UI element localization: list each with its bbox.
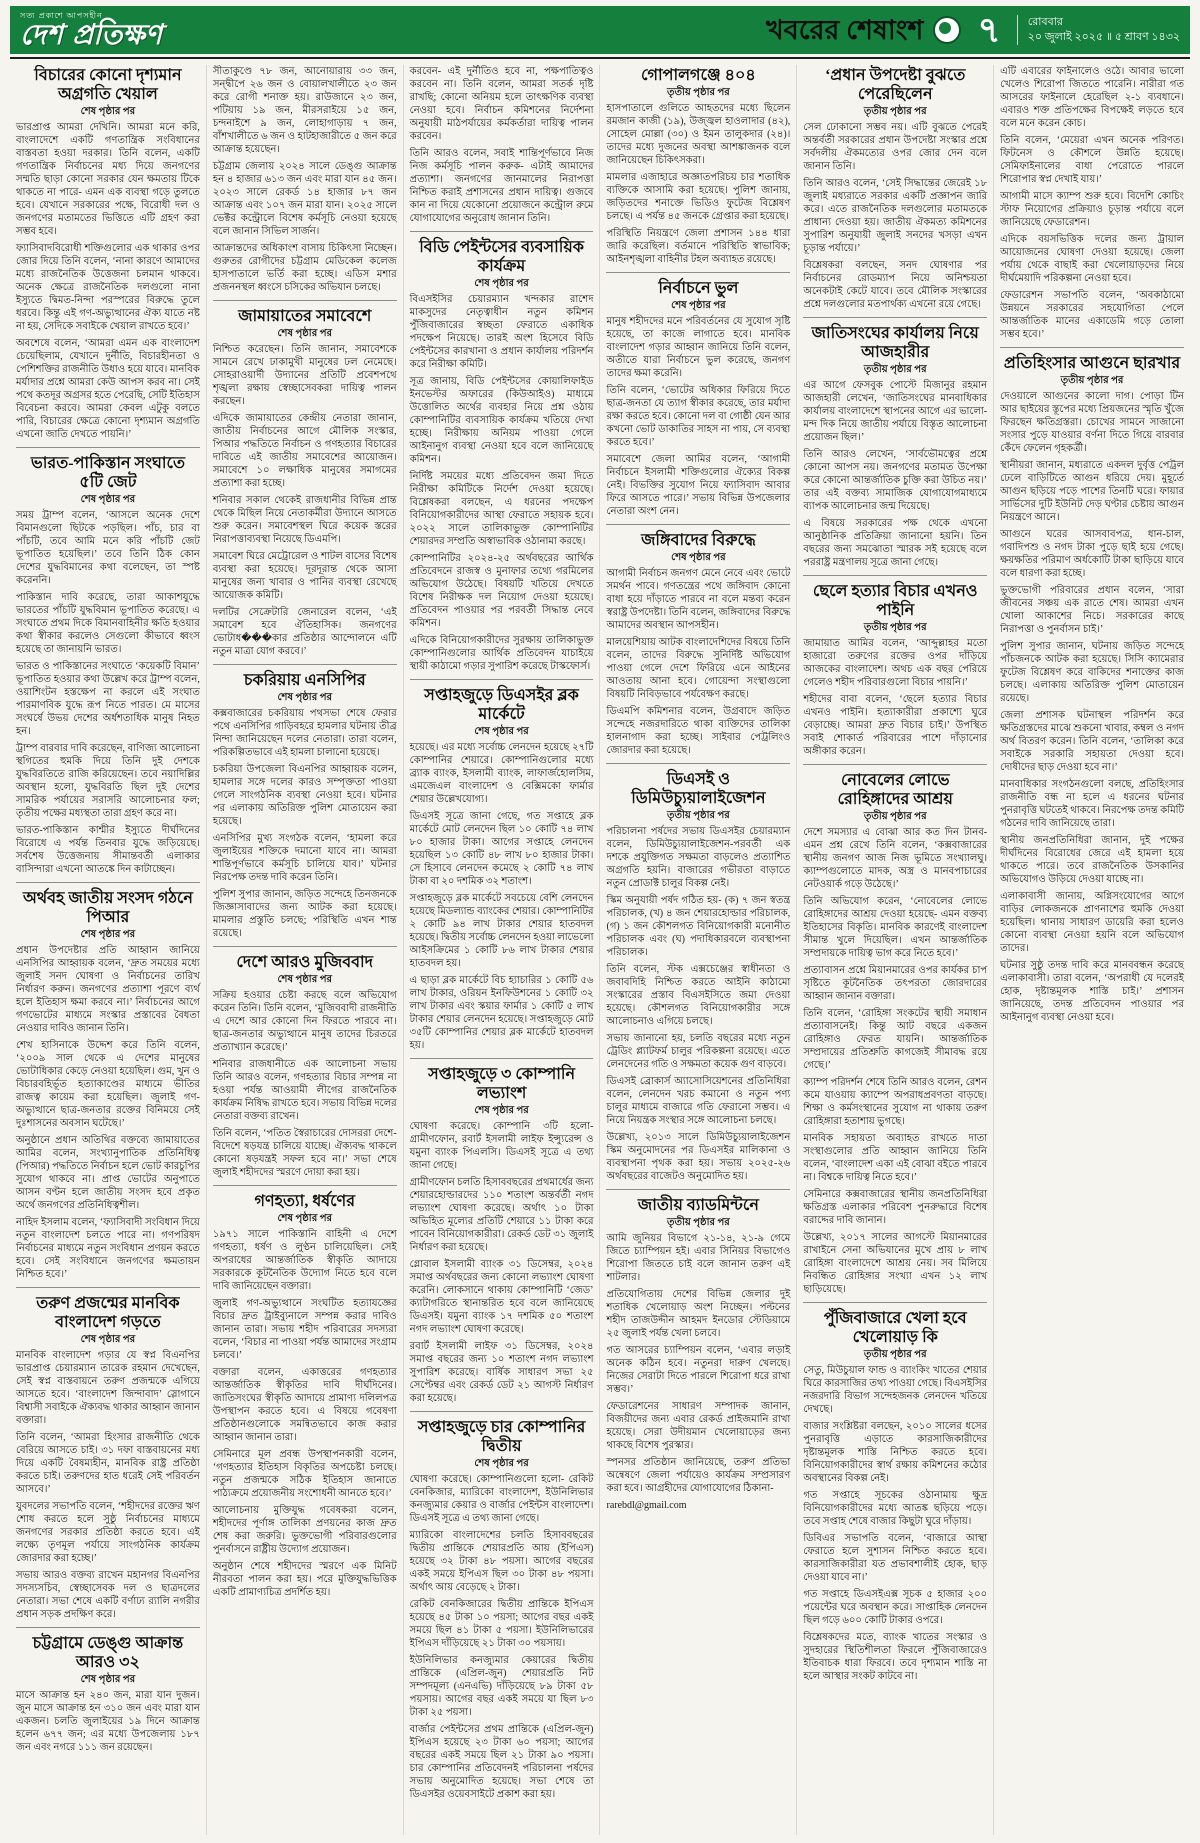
continued-from-marker: শেষ পৃষ্ঠার পর (671, 552, 726, 563)
article-paragraph: মাসে আক্রান্ত হন ২৪০ জন, মারা যান দুজন। জুন মাসে আক্রান্ত হন ৩১০ জন এবং মারা যান একজন। চলতি জুলাইয়ের ১৯ দিনে আক্রান্ত হলেন ৬৭৭ জন; এর মধ্যে উপজেলায় ১৮৭ জন এবং নগরে ১১১ জন রয়েছেন। (16, 1690, 200, 1753)
article (803, 764, 987, 1296)
continued-from-marker: তৃতীয় পৃষ্ঠার পর (863, 364, 927, 375)
article-paragraph: ডিএমপি কমিশনার বলেন, উগ্রবাদে জড়িত সন্দেহে নজরদারিতে থাকা ব্যক্তিদের তালিকা হালনাগাদ করা হচ্ছে। সাইবার পেট্রলিংও জোরদার করা হয়েছে। (606, 706, 791, 756)
continued-from-marker: শেষ পৃষ্ঠার পর (474, 278, 529, 289)
masthead-title: দেশ প্রতিক্ষণ (20, 17, 162, 51)
article-paragraph: এর আগে ফেসবুক পোস্টে মিজানুর রহমান আজহারী লেখেন, ‘জাতিসংঘের মানবাধিকার কার্যালয় বাংলাদেশে স্থাপনের আগে এর ভালো-মন্দ দিক নিয়ে জাতীয় পর্যায়ে বিস্তৃত আলোচনা প্রয়োজন ছিল।’ (803, 380, 988, 443)
article-paragraph: ভারপ্রাপ্ত আমরা দেখিনি। আমরা মনে করি, বাংলাদেশে একটি গণতান্ত্রিক সংবিধানের বাস্তবতা হওয়া দরকার। তিনি বলেন, একটি গণতান্ত্রিক নির্বাচনের মধ্য দিয়ে জনগণের সম্মতি ছাড়া কোনো সরকার যেন ক্ষমতায় টিকে থাকতে না পারে- এমন এক ব্যবস্থা গড়ে তুলতে হবে। যেখানে সরকারের পক্ষে, বিরোধী দল ও জনগণের মতামতের ভিত্তিতে এটি গ্রহণ করা সম্ভব হবে। (16, 122, 200, 237)
article-paragraph: মামলার এজাহারে অজ্ঞাতপরিচয় চার শতাধিক ব্যক্তিকে আসামি করা হয়েছে। পুলিশ জানায়, জড়িতদের শনাক্তে ভিডিও ফুটেজ বিশ্লেষণ চলছে। এ পর্যন্ত ৪৫ জনকে গ্রেপ্তার করা হয়েছে। (606, 172, 791, 222)
article-paragraph: রেকিট বেনকিজারের দ্বিতীয় প্রান্তিকে ইপিএস হয়েছে ৪৫ টাকা ১০ পয়সা; আগের বছর একই সময়ে ছিল ৪১ টাকা ৫ পয়সা। ইউনিলিভারের ইপিএস দাঁড়িয়েছে ২১ টাকা ৩০ পয়সায়। (409, 1599, 594, 1649)
article-headline: চকরিয়ায় এনসিপির (243, 672, 366, 689)
article-paragraph: সক্রিয় হওয়ার চেষ্টা করছে বলে অভিযোগ করেন তিনি। তিনি বলেন, ‘মুজিববাদী রাজনীতি এ দেশে আর কোনো দিন ফিরতে পারবে না। ছাত্র-জনতার অভ্যুত্থানে মানুষ তাদের চিরতরে প্রত্যাখ্যান করেছে।’ (212, 990, 397, 1053)
article (803, 317, 987, 569)
article-paragraph: ডিবিএর সভাপতি বলেন, ‘বাজারে আস্থা ফেরাতে হলে সুশাসন নিশ্চিত করতে হবে। কারসাজিকারীরা যত প্রভাবশালীই হোক, ছাড় দেওয়া যাবে না।’ (803, 1533, 988, 1583)
article-paragraph: কক্সবাজারের চকরিয়ায় পথসভা শেষে ফেরার পথে এনসিপির গাড়িবহরে হামলার ঘটনায় তীব্র নিন্দা জানিয়েছেন দলের নেতারা। তারা বলেন, পরিকল্পিতভাবে এই হামলা চালানো হয়েছে। (212, 708, 397, 758)
article-continuation (410, 65, 594, 225)
article-paragraph: মানবাধিকার সংগঠনগুলো বলছে, প্রতিহিংসার রাজনীতি বন্ধ না হলে এ ধরনের ঘটনার পুনরাবৃত্তি ঘটতেই থাকবে। নিরপেক্ষ তদন্ত কমিটি গঠনের দাবি জানিয়েছে তারা। (1000, 779, 1184, 829)
article-paragraph: নাহিদ ইসলাম বলেন, ‘ফ্যাসিবাদী সংবিধান দিয়ে নতুন বাংলাদেশ চলতে পারে না। গণপরিষদ নির্বাচনের মাধ্যমে নতুন সংবিধান প্রণয়ন করতে হবে। সেই সংবিধানে জনগণের ক্ষমতায়ন নিশ্চিত হবে।’ (16, 1217, 200, 1280)
article-headline: ‘প্রধান উপদেষ্টা বুঝতে পেরেছিলেন (825, 67, 966, 103)
article-paragraph: ঘটনার সুষ্ঠু তদন্ত দাবি করে মানববন্ধন করেছে এলাকাবাসী। তারা বলেন, ‘অপরাধী যে দলেরই হোক, দৃষ্টান্তমূলক শাস্তি চাই।’ প্রশাসন জানিয়েছে, তদন্ত প্রতিবেদন পাওয়ার পর আইনানুগ ব্যবস্থা নেওয়া হবে। (1000, 960, 1184, 1023)
column-3 (403, 65, 600, 1835)
article-paragraph: উল্লেখ্য, ২০১৩ সালে ডিমিউচ্যুয়ালাইজেশন স্কিম অনুমোদনের পর ডিএসইর মালিকানা ও ব্যবস্থাপনা পৃথক করা হয়। সভায় ২০২৫-২৬ অর্থবছরের বাজেটও অনুমোদিত হয়। (606, 1132, 791, 1182)
article-paragraph: দলটির সেক্রেটারি জেনারেল বলেন, ‘এই সমাবেশ হবে ঐতিহাসিক। জনগণের ভোটাধ���কার প্রতিষ্ঠার আন্দোলনে এটি নতুন মাত্রা যোগ করবে।’ (212, 607, 397, 657)
continued-from-marker: শেষ পৃষ্ঠার পর (277, 692, 332, 703)
article-headline: জাতিসংঘের কার্যালয় নিয়ে আজহারীর (811, 325, 979, 361)
article-paragraph: এ বিষয়ে সরকারের পক্ষ থেকে এখনো আনুষ্ঠানিক প্রতিক্রিয়া জানানো হয়নি। তিন বছরের জন্য সমঝোতা স্মারক সই হয়েছে বলে পররাষ্ট্র মন্ত্রণালয় সূত্রে জানা গেছে। (803, 518, 988, 568)
article-paragraph: ডিএসই ব্রোকার্স অ্যাসোসিয়েশনের প্রতিনিধিরা বলেন, লেনদেন খরচ কমানো ও নতুন পণ্য চালুর মাধ্যমে বাজারে গতি ফেরানো সম্ভব। এ নিয়ে নিয়ন্ত্রক সংস্থার সঙ্গে আলোচনা চলছে। (606, 1076, 791, 1126)
article-paragraph: সূত্র জানায়, বিডি পেইন্টসের কোয়ালিফাইড ইনভেস্টর অফারের (কিউআইও) মাধ্যমে উত্তোলিত অর্থের ব্যবহার নিয়ে প্রশ্ন ওঠায় কোম্পানিটির ব্যবসায়িক কার্যক্রম খতিয়ে দেখা হচ্ছে। নিরীক্ষায় অনিয়ম পাওয়া গেলে আইনানুগ ব্যবস্থা নেওয়া হবে বলে জানিয়েছে কমিশন। (409, 376, 594, 465)
article-paragraph: নির্দিষ্ট সময়ের মধ্যে প্রতিবেদন জমা দিতে নিরীক্ষা কমিটিকে নির্দেশ দেওয়া হয়েছে। বিশ্লেষকরা বলছেন, এ ধরনের পদক্ষেপ বিনিয়োগকারীদের আস্থা ফেরাতে সহায়ক হবে। ২০২২ সালে তালিকাভুক্ত কোম্পানিটির শেয়ারদর সম্প্রতি অস্বাভাবিক ওঠানামা করছে। (409, 471, 594, 547)
newspaper-logo-icon (933, 16, 961, 44)
article (16, 66, 200, 441)
article-paragraph: স্কিম অনুযায়ী পর্ষদ গঠিত হয়- (ক) ৭ জন স্বতন্ত্র পরিচালক, (খ) ৪ জন শেয়ারহোল্ডার পরিচালক, (গ) ১ জন কৌশলগত বিনিয়োগকারী মনোনীত পরিচালক এবং (ঘ) পদাধিকারবলে ব্যবস্থাপনা পরিচালক। (606, 895, 791, 958)
article-headline: ভারত-পাকিস্তান সংঘাতে ৫টি জেট (30, 455, 185, 491)
article-paragraph: এনসিপির মুখ্য সংগঠক বলেন, ‘হামলা করে জুলাইয়ের শক্তিকে দমানো যাবে না। আমরা শান্তিপূর্ণভাবে কর্মসূচি চালিয়ে যাব।’ ঘটনার নিরপেক্ষ তদন্ত দাবি করেন তিনি। (212, 833, 397, 883)
article-headline: ডিএসই ও ডিমিউচ্যুয়ালাইজেশন (631, 771, 766, 807)
article-headline: সপ্তাহজুড়ে ৩ কোম্পানি লভ্যাংশ (428, 1066, 576, 1102)
article (803, 1302, 987, 1683)
article-paragraph: ম্যারিকো বাংলাদেশের চলতি হিসাববছরের দ্বিতীয় প্রান্তিকে শেয়ারপ্রতি আয় (ইপিএস) হয়েছে ৩২ টাকা ৪৮ পয়সা। আগের বছরের একই সময়ে ইপিএস ছিল ৩০ টাকা ৪৮ পয়সা। অর্থাৎ আয় বেড়েছে ২ টাকা। (409, 1530, 594, 1593)
article-paragraph: উল্লেখ্য, ২০১৭ সালের আগস্টে মিয়ানমারের রাখাইনে সেনা অভিযানের মুখে প্রায় ৮ লাখ রোহিঙ্গা বাংলাদেশে আশ্রয় নেয়। সব মিলিয়ে নিবন্ধিত রোহিঙ্গার সংখ্যা এখন ১২ লাখ ছাড়িয়েছে। (803, 1232, 988, 1295)
article-paragraph: শনিবার রাজধানীতে এক আলোচনা সভায় তিনি আরও বলেন, গণহত্যার বিচার সম্পন্ন না হওয়া পর্যন্ত আওয়ামী লীগের রাজনৈতিক কার্যক্রম নিষিদ্ধ রাখতে হবে। সভায় বিভিন্ন দলের নেতারা বক্তব্য রাখেন। (212, 1059, 397, 1122)
article-paragraph: অনুষ্ঠানে প্রধান অতিথির বক্তব্যে জামায়াতের আমির বলেন, সংখ্যানুপাতিক প্রতিনিধিত্ব (পিআর) পদ্ধতিতে নির্বাচন হলে ভোট কারচুপির সুযোগ থাকবে না। প্রাপ্ত ভোটের অনুপাতে আসন বণ্টন হলে জাতীয় সংসদ হবে প্রকৃত অর্থে জনগণের প্রতিনিধিত্বশীল। (16, 1135, 200, 1211)
article-paragraph: এদিকে বয়সভিত্তিক দলের জন্য ট্রায়াল আয়োজনের ঘোষণা দেওয়া হয়েছে। জেলা পর্যায় থেকে বাছাই করা খেলোয়াড়দের নিয়ে দীর্ঘমেয়াদি পরিকল্পনা নেওয়া হবে। (1000, 234, 1184, 284)
article-paragraph: তিনি আরও বলেন, ‘সেই সিদ্ধান্তের জেরেই ১৮ জুলাই মধ্যরাতে সরকার একটি প্রজ্ঞাপন জারি করে। এতে রাজনৈতিক দলগুলোর মতামতকে প্রাধান্য দেওয়া হয়। জাতীয় ঐকমত্য কমিশনের সুপারিশ অনুযায়ী জুলাই সনদের খসড়া এখন চূড়ান্ত পর্যায়ে।’ (803, 178, 988, 254)
article-paragraph: সেমিনারে মূল প্রবন্ধ উপস্থাপনকারী বলেন, ‘গণহত্যার ইতিহাস বিকৃতির অপচেষ্টা চলছে। নতুন প্রজন্মকে সঠিক ইতিহাস জানাতে পাঠ্যক্রমে প্রয়োজনীয় সংশোধনী আনতে হবে।’ (212, 1449, 397, 1499)
article-paragraph: মানবিক সহায়তা অব্যাহত রাখতে দাতা সংস্থাগুলোর প্রতি আহ্বান জানিয়ে তিনি বলেন, ‘বাংলাদেশ একা এই বোঝা বইতে পারবে না। বিশ্বকে দায়িত্ব নিতে হবে।’ (803, 1133, 988, 1183)
article-paragraph: সময় ট্রাম্প বলেন, ‘আসলে অনেক দেশে বিমানগুলো ছিটকে পড়ছিল। পাঁচ, চার বা পাঁচটি, তবে আমি মনে করি পাঁচটি জেট ভূপাতিত হয়েছিল।’ তবে তিনি ঠিক কোন দেশের যুদ্ধবিমানের কথা বলেছেন, তা স্পষ্ট করেননি। (16, 510, 200, 586)
article-paragraph: তিনি বলেন, ‘মেয়েরা এখন অনেক পরিণত। ফিটনেস ও কৌশলে উন্নতি হয়েছে। সেমিফাইনালের বাধা পেরোতে পারলে শিরোপার স্বপ্ন দেখাই যায়।’ (1000, 135, 1184, 185)
article-headline: জামায়াতের সমাবেশে (238, 308, 372, 325)
article-headline: সপ্তাহজুড়ে চার কোম্পানির দ্বিতীয় (417, 1419, 586, 1455)
article-paragraph: মানুষ শহীদদের মনে পরিবর্তনের যে সুযোগ সৃষ্টি হয়েছে, তা কাজে লাগাতে হবে। মানবিক বাংলাদেশ গড়ার আহ্বান জানিয়ে তিনি বলেন, অতীতে যারা নির্বাচনে ভুল করেছে, জনগণ তাদের ক্ষমা করেনি। (606, 316, 791, 379)
article-paragraph: শহীদের বাবা বলেন, ‘ছেলে হত্যার বিচার এখনও পাইনি। হত্যাকারীরা প্রকাশ্যে ঘুরে বেড়াচ্ছে। আমরা দ্রুত বিচার চাই।’ উপস্থিত সবাই শোকার্ত পরিবারের পাশে দাঁড়ানোর অঙ্গীকার করেন। (803, 694, 988, 757)
continued-from-marker: শেষ পৃষ্ঠার পর (474, 1458, 529, 1469)
article-paragraph: তিনি অভিযোগ করেন, ‘নোবেলের লোভে রোহিঙ্গাদের আশ্রয় দেওয়া হয়েছে- এমন বক্তব্য ইতিহাসের বিকৃতি। মানবিক কারণেই বাংলাদেশ সীমান্ত খুলে দিয়েছিল। এখন আন্তর্জাতিক সম্প্রদায়কে দায়িত্ব ভাগ করে নিতে হবে।’ (803, 896, 988, 959)
continued-from-marker: তৃতীয় পৃষ্ঠার পর (667, 1217, 730, 1228)
article-paragraph: সেল ঢোকানো সম্ভব নয়। এটি বুঝতে পেরেই অন্তর্বর্তী সরকারের প্রধান উপদেষ্টা সংস্কার প্রশ্নে সর্বদলীয় ঐকমত্যের ওপর জোর দেন বলে জানান তিনি। (803, 122, 988, 172)
article-paragraph: আলোচনায় মুক্তিযুদ্ধ গবেষকরা বলেন, শহীদদের পূর্ণাঙ্গ তালিকা প্রণয়নের কাজ দ্রুত শেষ করা জরুরি। ভুক্তভোগী পরিবারগুলোর পুনর্বাসনে রাষ্ট্রীয় উদ্যোগ প্রয়োজন। (212, 1505, 397, 1555)
article-paragraph: ভুক্তভোগী পরিবারের প্রধান বলেন, ‘সারা জীবনের সঞ্চয় এক রাতে শেষ। আমরা এখন খোলা আকাশের নিচে। সরকারের কাছে নিরাপত্তা ও পুনর্বাসন চাই।’ (1000, 585, 1184, 635)
article-paragraph: চকরিয়া উপজেলা বিএনপির আহ্বায়ক বলেন, হামলার সঙ্গে দলের কারও সম্পৃক্ততা পাওয়া গেলে সাংগঠনিক ব্যবস্থা নেওয়া হবে। ঘটনার পর এলাকায় অতিরিক্ত পুলিশ মোতায়েন করা হয়েছে। (212, 764, 397, 827)
article-headline: জঙ্গিবাদের বিরুদ্ধে (641, 532, 756, 549)
article-headline: সপ্তাহজুড়ে ডিএসইর ব্লক মার্কেটে (424, 687, 579, 723)
continued-from-marker: তৃতীয় পৃষ্ঠার পর (863, 622, 927, 633)
article-paragraph: গ্লোবাল ইসলামী ব্যাংক ৩১ ডিসেম্বর, ২০২৪ সমাপ্ত অর্থবছরের জন্য কোনো লভ্যাংশ ঘোষণা করেনি। লোকসানে থাকায় কোম্পানিটি ‘জেড’ ক্যাটাগরিতে স্থানান্তরিত হবে বলে জানিয়েছে ডিএসই। যমুনা ব্যাংক ১৭ দশমিক ৫০ শতাংশ নগদ লভ্যাংশ ঘোষণা করেছে। (409, 1259, 594, 1335)
article-paragraph: পাকিস্তান দাবি করেছে, তারা আকাশযুদ্ধে ভারতের পাঁচটি যুদ্ধবিমান ভূপাতিত করেছে। এ সংঘাতে প্রথম দিকে বিমানবাহিনীর ক্ষতি হওয়ার কথা স্বীকার করলেও সেগুলো কীভাবে ধ্বংস হয়েছে তা জানায়নি ভারত। (16, 592, 200, 655)
article-paragraph: কোম্পানিটির ২০২৪-২৫ অর্থবছরের আর্থিক প্রতিবেদনে রাজস্ব ও মুনাফার তথ্যে গরমিলের অভিযোগ উঠেছে। বিষয়টি খতিয়ে দেখতে বিশেষ নিরীক্ষক দল নিয়োগ দেওয়া হয়েছে। প্রতিবেদন পাওয়ার পর পরবর্তী সিদ্ধান্ত নেবে কমিশন। (409, 553, 594, 629)
article-paragraph: তিনি বলেন, ‘রোহিঙ্গা সংকটের স্থায়ী সমাধান প্রত্যাবাসনেই। কিন্তু আট বছরে একজন রোহিঙ্গাও ফেরত যায়নি। আন্তর্জাতিক সম্প্রদায়ের প্রতিশ্রুতি কাগজেই সীমাবদ্ধ রয়ে গেছে।’ (803, 1008, 988, 1071)
page-number: ৭ (977, 10, 1001, 50)
article-paragraph: ভারত ও পাকিস্তানের সংঘাতে ‘কয়েকটি বিমান’ ভূপাতিত হওয়ার কথা উল্লেখ করে ট্রাম্প বলেন, ওয়াশিংটন হস্তক্ষেপ না করলে এই সংঘাত পারমাণবিক যুদ্ধে রূপ নিতে পারত। মে মাসের সংঘর্ষে উভয় দেশের অর্ধশতাধিক মানুষ নিহত হন। (16, 661, 200, 737)
article (606, 272, 790, 518)
article-paragraph: বক্তারা বলেন, একাত্তরের গণহত্যার আন্তর্জাতিক স্বীকৃতির দাবি দীর্ঘদিনের। জাতিসংঘের স্বীকৃতি আদায়ে প্রামাণ্য দলিলপত্র উপস্থাপন করতে হবে। এ বিষয়ে গবেষণা প্রতিষ্ঠানগুলোকে সমন্বিতভাবে কাজ করার আহ্বান জানান তারা। (212, 1367, 397, 1443)
continued-from-marker: শেষ পৃষ্ঠার পর (671, 300, 726, 311)
article-paragraph: শেখ হাসিনাকে উদ্দেশ করে তিনি বলেন, ‘২০০৯ সাল থেকে এ দেশের মানুষের ভোটাধিকার কেড়ে নেওয়া হয়েছিল। গুম, খুন ও বিচারবহির্ভূত হত্যাকাণ্ডের মাধ্যমে ভীতির রাজত্ব কায়েম করা হয়েছিল। জুলাই গণ-অভ্যুত্থানে ছাত্র-জনতার রক্তের বিনিময়ে সেই দুঃশাসনের অবসান ঘটেছে।’ (16, 1040, 200, 1129)
article-paragraph: পরিস্থিতি নিয়ন্ত্রণে জেলা প্রশাসন ১৪৪ ধারা জারি করেছিল। বর্তমানে পরিস্থিতি স্বাভাবিক; আইনশৃঙ্খলা বাহিনীর টহল অব্যাহত রয়েছে। (606, 228, 791, 265)
article (410, 231, 594, 673)
article-paragraph: নিশ্চিত করেছেন। তিনি জানান, সমাবেশকে সামনে রেখে ঢাকামুখী মানুষের ঢল নেমেছে। সোহরাওয়ার্দী উদ্যানের প্রতিটি প্রবেশপথে শৃঙ্খলা রক্ষায় স্বেচ্ছাসেবকরা দায়িত্ব পালন করছেন। (212, 344, 397, 407)
article-paragraph: চট্টগ্রাম জেলায় ২০২৪ সালে ডেঙ্গু আক্রান্ত হন ৪ হাজার ৬১৩ জন এবং মারা যান ৪৫ জন। ২০২৩ সালে রেকর্ড ১৪ হাজার ৮৭ জন আক্রান্ত এবং ১০৭ জন মারা যান। ২০২৫ সালে ভেক্টর কন্ট্রোলে বিশেষ কর্মসূচি নেওয়া হয়েছে বলে জানান সিভিল সার্জন। (212, 161, 397, 237)
article-paragraph: ফেডারেশনের সাধারণ সম্পাদক জানান, বিজয়ীদের জন্য এবার রেকর্ড প্রাইজমানি রাখা হয়েছে। সেরা উদীয়মান খেলোয়াড়ের জন্য থাকছে বিশেষ পুরস্কার। (606, 1401, 791, 1451)
article-paragraph: তিনি আরও বলেন, সবাই শান্তিপূর্ণভাবে নিজ নিজ কর্মসূচি পালন করুক- এটাই আমাদের প্রত্যাশা। জনগণের জানমালের নিরাপত্তা নিশ্চিত করাই প্রশাসনের প্রধান দায়িত্ব। গুজবে কান না দিয়ে যেকোনো প্রয়োজনে কন্ট্রোল রুমে যোগাযোগের অনুরোধ জানান তিনি। (409, 148, 594, 224)
article-paragraph: দেওয়ালে আগুনের কালো দাগ। পোড়া টিন আর ছাইয়ের স্তূপের মধ্যে প্রিয়জনের স্মৃতি খুঁজে ফিরছেন ক্ষতিগ্রস্তরা। চোখের সামনে সাজানো সংসার পুড়ে যাওয়ার বর্ণনা দিতে গিয়ে বারবার কেঁদে ফেলেন গৃহকর্ত্রী। (1000, 391, 1184, 454)
article-paragraph: জেলা প্রশাসক ঘটনাস্থল পরিদর্শন করে ক্ষতিগ্রস্তদের মাঝে শুকনো খাবার, কম্বল ও নগদ অর্থ বিতরণ করেন। তিনি বলেন, ‘তালিকা করে সবাইকে সরকারি সহায়তা দেওয়া হবে। দোষীদের ছাড় দেওয়া হবে না।’ (1000, 710, 1184, 773)
article-paragraph: এদিকে জামায়াতের কেন্দ্রীয় নেতারা জানান, জাতীয় নির্বাচনের আগে মৌলিক সংস্কার, পিআর পদ্ধতিতে নির্বাচন ও গণহত্যার বিচারের দাবিতে এই জাতীয় সমাবেশের আয়োজন। সমাবেশে ১০ লক্ষাধিক মানুষের সমাগমের প্রত্যাশা করা হচ্ছে। (212, 413, 397, 489)
continued-from-marker: শেষ পৃষ্ঠার পর (474, 726, 529, 737)
day-name: রোববার (1027, 16, 1063, 28)
article-paragraph: সেতু, মিউচুয়াল ফান্ড ও ব্যাংকিং খাতের শেয়ার ঘিরে কারসাজির তথ্য পাওয়া গেছে। বিএসইসির নজরদারি বিভাগ সন্দেহজনক লেনদেন খতিয়ে দেখছে। (803, 1365, 988, 1415)
masthead-tagline: সত্য প্রকাশে আপসহীন (20, 10, 103, 20)
article-headline: বিডি পেইন্টসের ব্যবসায়িক কার্যক্রম (419, 239, 584, 275)
article (803, 575, 987, 758)
article-headline: নোবেলের লোভে রোহিঙ্গাদের আশ্রয় (837, 772, 953, 808)
article-paragraph: ক্যাম্প পরিদর্শন শেষে তিনি আরও বলেন, রেশন কমে যাওয়ায় ক্যাম্পে অপরাধপ্রবণতা বাড়ছে। শিক্ষা ও কর্মসংস্থানের সুযোগ না থাকায় তরুণ রোহিঙ্গারা হতাশায় ভুগছে। (803, 1077, 988, 1127)
article-paragraph: ১৯৭১ সালে পাকিস্তানি বাহিনী এ দেশে গণহত্যা, ধর্ষণ ও লুণ্ঠন চালিয়েছিল। সেই অপরাধের আন্তর্জাতিক স্বীকৃতি আদায়ে সরকারকে কূটনৈতিক উদ্যোগ নিতে হবে বলে দাবি জানিয়েছেন বক্তারা। (212, 1229, 397, 1292)
article-paragraph: রবার্ট ইসলামী লাইফ ৩১ ডিসেম্বর, ২০২৪ সমাপ্ত বছরের জন্য ১০ শতাংশ নগদ লভ্যাংশ সুপারিশ করেছে। বার্ষিক সাধারণ সভা ২৫ সেপ্টেম্বর এবং রেকর্ড ডেট ২১ আগস্ট নির্ধারণ করা হয়েছে। (409, 1341, 594, 1404)
article-paragraph: সভায় জানানো হয়, চলতি বছরের মধ্যে নতুন ট্রেডিং প্ল্যাটফর্ম চালুর পরিকল্পনা রয়েছে। এতে লেনদেনের গতি ও সক্ষমতা কয়েক গুণ বাড়বে। (606, 1033, 791, 1070)
article-paragraph: গত আসরের চ্যাম্পিয়ন বলেন, ‘এবার লড়াই অনেক কঠিন হবে। নতুনরা দারুণ খেলছে। নিজের সেরাটা দিতে পারলে শিরোপা ধরে রাখা সম্ভব।’ (606, 1345, 791, 1395)
article-paragraph: তিনি আরও লেখেন, ‘সার্বভৌমত্বের প্রশ্নে কোনো আপস নয়। জনগণের মতামত উপেক্ষা করে কোনো আন্তর্জাতিক চুক্তি করা উচিত নয়।’ তার এই বক্তব্য সামাজিক যোগাযোগমাধ্যমে ব্যাপক আলোচনার জন্ম দিয়েছে। (803, 449, 988, 512)
continued-from-marker: শেষ পৃষ্ঠার পর (80, 929, 136, 940)
article-paragraph: সেমিনারে কক্সবাজারের স্থানীয় জনপ্রতিনিধিরা ক্ষতিগ্রস্ত এলাকার পরিবেশ পুনরুদ্ধারে বিশেষ বরাদ্দের দাবি জানান। (803, 1189, 988, 1226)
article-paragraph: ট্রাম্প বারবার দাবি করেছেন, বাণিজ্য আলোচনা স্থগিতের হুমকি দিয়ে তিনি দুই দেশকে যুদ্ধবিরতিতে রাজি করিয়েছেন। তবে নয়াদিল্লির অবস্থান হলো, যুদ্ধবিরতি ছিল দুই দেশের সামরিক পর্যায়ের সরাসরি আলোচনার ফল; তৃতীয় পক্ষের মধ্যস্থতা তারা গ্রহণ করে না। (16, 743, 200, 819)
article-paragraph: এটি এবারের ফাইনালেও ওঠে। আবার ভালো খেলেও শিরোপা জিততে পারেনি। নারীরা গত আসরের ফাইনালে হেরেছিল ২-১ ব্যবধানে। এবারও শক্ত প্রতিপক্ষের বিপক্ষেই লড়তে হবে বলে মনে করেন কোচ। (1000, 66, 1184, 129)
header-divider (10, 57, 1190, 59)
article-headline: ছেলে হত্যার বিচার এখনও পাইনি (812, 583, 978, 619)
article-headline: জাতীয় ব্যাডমিন্টনে (637, 1197, 759, 1214)
continued-from-marker: শেষ পৃষ্ঠার পর (474, 1105, 529, 1116)
article (213, 946, 397, 1179)
article-paragraph: সমাবেশ ঘিরে মেট্রোরেল ও শাটল বাসের বিশেষ ব্যবস্থা করা হয়েছে। দূরদূরান্ত থেকে আসা মানুষের জন্য খাবার ও পানির ব্যবস্থা রেখেছে আয়োজক কমিটি। (212, 551, 397, 601)
article-paragraph: গ্রামীণফোন চলতি হিসাববছরের প্রথমার্ধের জন্য শেয়ারহোল্ডারদের ১১০ শতাংশ অন্তর্বর্তী নগদ লভ্যাংশ ঘোষণা করেছে। অর্থাৎ ১০ টাকা অভিহিত মূল্যের প্রতিটি শেয়ারে ১১ টাকা করে পাবেন বিনিয়োগকারীরা। রেকর্ড ডেট ৩১ জুলাই নির্ধারণ করা হয়েছে। (409, 1177, 594, 1253)
article-paragraph: মালয়েশিয়ায় আটক বাংলাদেশিদের বিষয়ে তিনি বলেন, তাদের বিরুদ্ধে সুনির্দিষ্ট অভিযোগ পাওয়া গেলে দেশে ফিরিয়ে এনে আইনের আওতায় আনা হবে। গোয়েন্দা সংস্থাগুলো বিষয়টি নিবিড়ভাবে পর্যবেক্ষণ করছে। (606, 637, 791, 700)
column-4 (599, 65, 796, 1835)
article-paragraph: সপ্তাহজুড়ে ব্লক মার্কেটে সবচেয়ে বেশি লেনদেন হয়েছে মিডল্যান্ড ব্যাংকের শেয়ার। কোম্পানিটির ২ কোটি ৯৪ লাখ টাকার শেয়ার হাতবদল হয়েছে। দ্বিতীয় সর্বোচ্চ লেনদেন হওয়া লাভেলো আইসক্রিমের ১ কোটি ৮৬ লাখ টাকার শেয়ার হাতবদল হয়। (409, 893, 594, 969)
article-headline: চট্টগ্রামে ডেঙ্গু আক্রান্ত আরও ৩২ (32, 1635, 184, 1671)
article-paragraph: সভায় আরও বক্তব্য রাখেন মহানগর বিএনপির সদস্যসচিব, স্বেচ্ছাসেবক দল ও ছাত্রদলের নেতারা। সভা শেষে একটি বর্ণাঢ্য র‍্যালি নগরীর প্রধান সড়ক প্রদক্ষিণ করে। (16, 1570, 200, 1620)
continued-from-marker: শেষ পৃষ্ঠার পর (277, 974, 332, 985)
columns (10, 65, 1190, 1835)
article-paragraph: স্থানীয়রা জানান, মধ্যরাতে একদল দুর্বৃত্ত পেট্রল ঢেলে বাড়িটিতে আগুন ধরিয়ে দেয়। মুহূর্তে আগুন ছড়িয়ে পড়ে পাশের তিনটি ঘরে। ফায়ার সার্ভিসের দুটি ইউনিট দেড় ঘণ্টার চেষ্টায় আগুন নিয়ন্ত্রণে আনে। (1000, 460, 1184, 523)
article (606, 524, 790, 757)
article (410, 1411, 594, 1801)
article-paragraph: তিনি বলেন, ‘আমরা হিংসার রাজনীতি থেকে বেরিয়ে আসতে চাই। ৩১ দফা বাস্তবায়নের মধ্য দিয়ে একটি বৈষম্যহীন, মানবিক রাষ্ট্র প্রতিষ্ঠা করতে চাই। তরুণদের হাত ধরেই সেই পরিবর্তন আসবে।’ (16, 1432, 200, 1495)
article-paragraph: অনুষ্ঠান শেষে শহীদদের স্মরণে এক মিনিট নীরবতা পালন করা হয়। পরে মুক্তিযুদ্ধভিত্তিক একটি প্রামাণ্যচিত্র প্রদর্শিত হয়। (212, 1561, 397, 1598)
continued-from-marker: তৃতীয় পৃষ্ঠার পর (667, 87, 730, 98)
continued-from-marker: শেষ পৃষ্ঠার পর (80, 106, 136, 117)
article-paragraph: তিনি বলেন, স্টক এক্সচেঞ্জের স্বাধীনতা ও জবাবদিহি নিশ্চিত করতে আইনি কাঠামো সংস্কারের প্রস্তাব বিএসইসিতে জমা দেওয়া হয়েছে। কৌশলগত বিনিয়োগকারীর সঙ্গে আলোচনাও এগিয়ে চলছে। (606, 964, 791, 1027)
article-headline: অর্থবহ জাতীয় সংসদ গঠনে পিআর (22, 890, 193, 926)
article-paragraph: গত সপ্তাহে ডিএসইএক্স সূচক ৫ হাজার ২০০ পয়েন্টের ঘরে অবস্থান করে। সাপ্তাহিক লেনদেন ছিল গড়ে ৬০০ কোটি টাকার ওপরে। (803, 1589, 988, 1626)
article (1000, 347, 1184, 1024)
article-paragraph: আগুনে ঘরের আসবাবপত্র, ধান-চাল, গবাদিপশু ও নগদ টাকা পুড়ে ছাই হয়ে গেছে। ক্ষয়ক্ষতির পরিমাণ অর্ধকোটি টাকা ছাড়িয়ে যাবে বলে ধারণা করা হচ্ছে। (1000, 529, 1184, 579)
column-5 (796, 65, 993, 1835)
article (606, 1189, 790, 1512)
article-paragraph: বিএসইসির চেয়ারম্যান খন্দকার রাশেদ মাকসুদের নেতৃত্বাধীন নতুন কমিশন পুঁজিবাজারের স্বচ্ছতা ফেরাতে একাধিক পদক্ষেপ নিয়েছে। তারই অংশ হিসেবে বিডি পেইন্টসের কারখানা ও প্রধান কার্যালয় পরিদর্শন করে নিরীক্ষা কমিটি। (409, 294, 594, 370)
article-paragraph: আগামী নির্বাচন জনগণ মেনে নেবে এবং ভোটে সমর্থন পাবে। গণতন্ত্রের পথে জঙ্গিবাদ কোনো বাধা হয়ে দাঁড়াতে পারবে না বলে মন্তব্য করেন স্বরাষ্ট্র উপদেষ্টা। তিনি বলেন, জঙ্গিবাদের বিরুদ্ধে আমাদের অবস্থান আপসহীন। (606, 568, 791, 631)
article-paragraph: অবশেষে বলেন, ‘আমরা এমন এক বাংলাদেশ চেয়েছিলাম, যেখানে দুর্নীতি, বিচারহীনতা ও পেশিশক্তির রাজনীতি উধাও হয়ে যাবে। মানবিক মর্যাদার প্রশ্নে আমরা কেউ আপস করব না। সেই পথে কতদূর অগ্রসর হতে পেরেছি, সেটি ইতিহাস বিবেচনা করবে। আমরা কেবল এটুকু বলতে পারি, বিচারের ক্ষেত্রে কোনো দৃশ্যমান অগ্রগতি এখনো জাতি দেখতে পায়নি।’ (16, 338, 200, 440)
article-paragraph: জামায়াত আমির বলেন, ‘আব্দুল্লাহর মতো হাজারো তরুণের রক্তের ওপর দাঁড়িয়ে আজকের বাংলাদেশ। অথচ এক বছর পেরিয়ে গেলেও শহীদ পরিবারগুলো বিচার পায়নি।’ (803, 638, 988, 688)
article-paragraph: স্থানীয় জনপ্রতিনিধিরা জানান, দুই পক্ষের দীর্ঘদিনের বিরোধের জেরে এই হামলা হয়ে থাকতে পারে। তবে রাজনৈতিক উসকানির অভিযোগও উড়িয়ে দেওয়া যাচ্ছে না। (1000, 835, 1184, 885)
article-headline: প্রতিহিংসার আগুনে ছারখার (1003, 355, 1181, 372)
article-paragraph: যুবদলের সভাপতি বলেন, ‘শহীদদের রক্তের ঋণ শোধ করতে হলে সুষ্ঠু নির্বাচনের মাধ্যমে জনগণের সরকার প্রতিষ্ঠা করতে হবে। এই লক্ষ্যে তৃণমূল পর্যায়ে সাংগঠনিক কার্যক্রম জোরদার করা হচ্ছে।’ (16, 1501, 200, 1564)
masthead-bar (10, 6, 1190, 54)
article-paragraph: প্রত্যাবাসন প্রশ্নে মিয়ানমারের ওপর কার্যকর চাপ সৃষ্টিতে কূটনৈতিক তৎপরতা জোরদারের আহ্বান জানান বক্তারা। (803, 965, 988, 1002)
article-paragraph: প্রতিযোগিতায় দেশের বিভিন্ন জেলার দুই শতাধিক খেলোয়াড় অংশ নিচ্ছেন। পল্টনের শহীদ তাজউদ্দীন আহমদ ইনডোর স্টেডিয়ামে ২৫ জুলাই পর্যন্ত খেলা চলবে। (606, 1289, 791, 1339)
continued-from-marker: তৃতীয় পৃষ্ঠার পর (1060, 375, 1124, 386)
article (803, 66, 987, 311)
article-paragraph: দেশে সমস্যার এ বোঝা আর কত দিন টানব- এমন প্রশ্ন রেখে তিনি বলেন, ‘কক্সবাজারের স্থানীয় জনগণ আজ নিজ ভূমিতে সংখ্যালঘু। ক্যাম্পগুলোতে মাদক, অস্ত্র ও মানবপাচারের নেটওয়ার্ক গড়ে উঠেছে।’ (803, 827, 988, 890)
article-paragraph: শনিবার সকাল থেকেই রাজধানীর বিভিন্ন প্রান্ত থেকে মিছিল নিয়ে নেতাকর্মীরা উদ্যানে আসতে শুরু করেন। সমাবেশস্থল ঘিরে কয়েক স্তরের নিরাপত্তাব্যবস্থা নিয়েছে ডিএমপি। (212, 495, 397, 545)
column-2 (206, 65, 403, 1835)
article-headline: পুঁজিবাজারে খেলা হবে খেলোয়াড় কি (823, 1310, 967, 1346)
article-paragraph: মানবিক বাংলাদেশ গড়ার যে স্বপ্ন বিএনপির ভারপ্রাপ্ত চেয়ারম্যান তারেক রহমান দেখেছেন, সেই স্বপ্ন বাস্তবায়নে তরুণ প্রজন্মকে এগিয়ে আসতে হবে। ‘বাংলাদেশ জিন্দাবাদ’ স্লোগানে বিশ্বাসী সবাইকে ঐক্যবদ্ধ থাকার আহ্বান জানান বক্তারা। (16, 1350, 200, 1426)
article-paragraph: ডিএসই সূত্রে জানা গেছে, গত সপ্তাহে ব্লক মার্কেটে মোট লেনদেন ছিল ১০ কোটি ৭৪ লাখ ৮০ হাজার টাকা। আগের সপ্তাহে লেনদেন হয়েছিল ১৩ কোটি ৪৮ লাখ ৮০ হাজার টাকা। সে হিসাবে লেনদেন কমেছে ২ কোটি ৭৪ লাখ টাকা বা ২০ দশমিক ৩২ শতাংশ। (409, 811, 594, 887)
article (410, 679, 594, 1052)
article-paragraph: আক্রান্তদের অধিকাংশ বাসায় চিকিৎসা নিচ্ছেন। গুরুতর রোগীদের চট্টগ্রাম মেডিকেল কলেজ হাসপাতালে ভর্তি করা হচ্ছে। এডিস মশার প্রজননস্থল ধ্বংসে চসিকের অভিযান চলছে। (212, 243, 397, 293)
article (16, 447, 200, 876)
continued-from-marker: শেষ পৃষ্ঠার পর (80, 1334, 136, 1345)
date-line: ২০ জুলাই ২০২৫ ॥ ৫ শ্রাবণ ১৪৩২ (1027, 31, 1180, 43)
continued-from-marker: তৃতীয় পৃষ্ঠার পর (863, 106, 927, 117)
article-headline: গণহত্যা, ধর্ষণের (254, 1193, 356, 1210)
article-paragraph: ফ্যাসিবাদবিরোধী শক্তিগুলোর এক থাকার ওপর জোর দিয়ে তিনি বলেন, ‘নানা কারণে আমাদের মধ্যে রাজনৈতিক উত্তেজনা চলমান থাকবে। অনেক ক্ষেত্রে রাজনৈতিক দলগুলো নানা ইস্যুতে দ্বিমত-নিন্দা পরস্পরের বিরুদ্ধে তুলে ধরবে। কিন্তু এই গণ-অভ্যুত্থানের ঐক্য যাতে নষ্ট না হয়, সেদিকে সবাইকে খেয়াল রাখতে হবে।’ (16, 243, 200, 332)
article-paragraph: সীতাকুণ্ডে ৭৮ জন, আনোয়ারায় ৩৩ জন, সন্দ্বীপে ২৬ জন ও বোয়ালখালীতে ২৩ জন করে রোগী শনাক্ত হয়। রাউজানে ২৩ জন, পটিয়ায় ১৯ জন, মীরসরাইয়ে ১৫ জন, চন্দনাইশে ৯ জন, লোহাগাড়ায় ৭ জন, বাঁশখালীতে ৬ জন ও হাটহাজারীতে ৫ জন করে আক্রান্ত হয়েছেন। (212, 66, 397, 155)
article-paragraph: ঘোষণা করেছে। কোম্পানিগুলো হলো- রেকিট বেনকিজার, ম্যারিকো বাংলাদেশ, ইউনিলিভার কনজ্যুমার কেয়ার ও বার্জার পেইন্টস বাংলাদেশ। ডিএসই সূত্রে এ তথ্য জানা গেছে। (409, 1474, 594, 1524)
article (213, 1185, 397, 1599)
article (606, 66, 790, 266)
article-paragraph: তিনি বলেন, ‘পতিত স্বৈরাচারের দোসররা দেশে-বিদেশে ষড়যন্ত্র চালিয়ে যাচ্ছে। ঐক্যবদ্ধ থাকলে কোনো ষড়যন্ত্রই সফল হবে না।’ সভা শেষে জুলাই শহীদদের স্মরণে দোয়া করা হয়। (212, 1128, 397, 1178)
continued-from-marker: তৃতীয় পৃষ্ঠার পর (863, 1349, 927, 1360)
article-continuation (1000, 65, 1184, 341)
continued-from-marker: শেষ পৃষ্ঠার পর (277, 328, 332, 339)
article-headline: গোপালগঞ্জে ৪০৪ (641, 67, 756, 84)
article-headline: তরুণ প্রজন্মের মানবিক বাংলাদেশ গড়তে (36, 1295, 180, 1331)
article-paragraph: করবেন- এই দুর্নীতিও হবে না, পক্ষপাতিত্বও করবেন না। তিনি বলেন, আমরা সতর্ক দৃষ্টি রাখছি; কোনো অনিয়ম হলে তাৎক্ষণিক ব্যবস্থা নেওয়া হবে। নির্বাচন কমিশনের নির্দেশনা অনুযায়ী মাঠপর্যায়ের কর্মকর্তারা দায়িত্ব পালন করবেন। (409, 66, 594, 142)
article-paragraph: হয়েছে। এর মধ্যে সর্বোচ্চ লেনদেন হয়েছে ২৭টি কোম্পানির শেয়ারে। কোম্পানিগুলোর মধ্যে ব্র্যাক ব্যাংক, ইসলামী ব্যাংক, লাফার্জহোলসিম, এমজেএল বাংলাদেশ ও বেক্সিমকো ফার্মার শেয়ার উল্লেখযোগ্য। (409, 742, 594, 805)
continued-from-marker: তৃতীয় পৃষ্ঠার পর (863, 811, 927, 822)
continued-from-marker: শেষ পৃষ্ঠার পর (80, 494, 136, 505)
article-paragraph: আমি জুনিয়র বিভাগে ২১-১৪, ২১-৯ গেমে জিতে চ্যাম্পিয়ন হই। এবার সিনিয়র বিভাগেও শিরোপা জিততে চাই বলে জানান তরুণ এই শাটলার। (606, 1233, 791, 1283)
article-paragraph: তিনি বলেন, ‘ভোটের অধিকার ফিরিয়ে দিতে ছাত্র-জনতা যে ত্যাগ স্বীকার করেছে, তার মর্যাদা রক্ষা করতে হবে। কোনো দল বা গোষ্ঠী যেন আর কখনো ভোট ডাকাতির সাহস না পায়, সে ব্যবস্থা করতে হবে।’ (606, 385, 791, 448)
article-paragraph: ফেডারেশন সভাপতি বলেন, ‘অবকাঠামো উন্নয়নে সরকারের সহযোগিতা পেলে আন্তর্জাতিক মানের একাডেমি গড়ে তোলা সম্ভব হবে।’ (1000, 290, 1184, 340)
article-paragraph: বাজার সংশ্লিষ্টরা বলছেন, ২০১০ সালের ধসের পুনরাবৃত্তি এড়াতে কারসাজিকারীদের দৃষ্টান্তমূলক শাস্তি নিশ্চিত করতে হবে। বিনিয়োগকারীদের স্বার্থ রক্ষায় কমিশনের কঠোর অবস্থানের বিকল্প নেই। (803, 1421, 988, 1484)
article-paragraph: বার্জার পেইন্টসের প্রথম প্রান্তিকে (এপ্রিল-জুন) ইপিএস হয়েছে ২৩ টাকা ৬০ পয়সা; আগের বছরের একই সময়ে ছিল ২১ টাকা ৯০ পয়সা। চার কোম্পানির প্রতিবেদনই পরিচালনা পর্ষদের সভায় অনুমোদিত হয়েছে। সভা শেষে তা ডিএসইর ওয়েবসাইটে প্রকাশ করা হয়। (409, 1724, 594, 1800)
article (16, 882, 200, 1281)
article (410, 1058, 594, 1405)
article (16, 1287, 200, 1621)
article-paragraph: স্পনসর প্রতিষ্ঠান জানিয়েছে, তরুণ প্রতিভা অন্বেষণে জেলা পর্যায়েও কার্যক্রম সম্প্রসারণ করা হবে। আগ্রহীদের যোগাযোগের ঠিকানা- (606, 1457, 791, 1494)
column-1 (10, 65, 206, 1835)
article (213, 300, 397, 658)
article-paragraph: প্রধান উপদেষ্টার প্রতি আহ্বান জানিয়ে এনসিপির আহ্বায়ক বলেন, ‘দ্রুত সময়ের মধ্যে জুলাই সনদ ঘোষণা ও নির্বাচনের তারিখ নির্ধারণ করুন। জনগণের প্রত্যাশা পূরণে ব্যর্থ হলে ইতিহাস ক্ষমা করবে না।’ নির্বাচনের আগে গণভোটের মাধ্যমে সংস্কার প্রস্তাবের বৈধতা নেওয়ার দাবিও জানান তিনি। (16, 945, 200, 1034)
article-paragraph: হাসপাতালে গুলিতে আহতদের মধ্যে ছিলেন রমজান কাজী (১৯), উজ্জ্বল হাওলাদার (৪২), সোহেল মোল্লা (৩০) ও ইমন তালুকদার (২৪)। তাদের মধ্যে দুজনের অবস্থা আশঙ্কাজনক বলে জানিয়েছেন চিকিৎসকরা। (606, 103, 791, 166)
article-paragraph: পুলিশ সুপার জানান, ঘটনায় জড়িত সন্দেহে পাঁচজনকে আটক করা হয়েছে। সিসি ক্যামেরার ফুটেজ বিশ্লেষণ করে বাকিদের শনাক্তের কাজ চলছে। এলাকায় অতিরিক্ত পুলিশ মোতায়েন রয়েছে। (1000, 641, 1184, 704)
article-paragraph: এ ছাড়া ব্লক মার্কেটে বিচ হ্যাচারির ১ কোটি ৫৬ লাখ টাকার, ওরিয়ন ইনফিউশনের ১ কোটি ৩২ লাখ টাকার এবং স্কয়ার ফার্মার ১ কোটি ৫ লাখ টাকার শেয়ার লেনদেন হয়েছে। সপ্তাহজুড়ে মোট ৩৫টি কোম্পানির শেয়ার ব্লক মার্কেটে হাতবদল হয়। (409, 975, 594, 1051)
article-paragraph: ইউনিলিভার কনজ্যুমার কেয়ারের দ্বিতীয় প্রান্তিকে (এপ্রিল-জুন) শেয়ারপ্রতি নিট সম্পদমূল্য (এনএভি) দাঁড়িয়েছে ৮৯ টাকা ৫৮ পয়সায়। আগের বছর একই সময়ে যা ছিল ৮৩ টাকা ২৫ পয়সা। (409, 1655, 594, 1718)
article-paragraph: rarebdl@gmail.com (606, 1500, 687, 1511)
article-paragraph: পুলিশ সুপার জানান, জড়িত সন্দেহে তিনজনকে জিজ্ঞাসাবাদের জন্য আটক করা হয়েছে। মামলার প্রস্তুতি চলছে; পরিস্থিতি এখন শান্ত রয়েছে। (212, 889, 397, 939)
continued-from-marker: শেষ পৃষ্ঠার পর (80, 1674, 136, 1685)
article-paragraph: এলাকাবাসী জানায়, অগ্নিসংযোগের আগে বাড়ির লোকজনকে প্রাণনাশের হুমকি দেওয়া হয়েছিল। থানায় সাধারণ ডায়েরি করা হলেও কোনো ব্যবস্থা নেওয়া হয়নি বলে অভিযোগ তাদের। (1000, 891, 1184, 954)
masthead-block (20, 11, 235, 50)
continued-from-marker: শেষ পৃষ্ঠার পর (277, 1213, 332, 1224)
article-paragraph: এদিকে বিনিয়োগকারীদের সুরক্ষায় তালিকাভুক্ত কোম্পানিগুলোর আর্থিক প্রতিবেদন যাচাইয়ে স্থায়ী কাঠামো গড়ার সুপারিশ করেছে টাস্কফোর্স। (409, 635, 594, 672)
article-paragraph: আগামী মাসে ক্যাম্প শুরু হবে। বিদেশি কোচিং স্টাফ নিয়োগের প্রক্রিয়াও চূড়ান্ত পর্যায়ে বলে জানিয়েছে ফেডারেশন। (1000, 191, 1184, 228)
article-paragraph: বিশ্লেষকরা বলছেন, সনদ ঘোষণার পর নির্বাচনের রোডম্যাপ নিয়ে অনিশ্চয়তা অনেকটাই কেটে যাবে। তবে মৌলিক সংস্কারের প্রশ্নে দলগুলোর মতপার্থক্য এখনো রয়ে গেছে। (803, 260, 988, 310)
article-headline: দেশে আরও মুজিববাদ (236, 954, 374, 971)
section-title: খবরের শেষাংশ (766, 15, 924, 45)
column-6 (993, 65, 1190, 1835)
article-paragraph: জুলাই গণ-অভ্যুত্থানে সংঘটিত হত্যাযজ্ঞের বিচার দ্রুত ট্রাইব্যুনালে সম্পন্ন করার দাবিও জানান তারা। সভায় শহীদ পরিবারের সদস্যরা বলেন, ‘বিচার না পাওয়া পর্যন্ত আমাদের সংগ্রাম চলবে।’ (212, 1298, 397, 1361)
article-paragraph: ভারত-পাকিস্তান কাশ্মীর ইস্যুতে দীর্ঘদিনের বিরোধে এ পর্যন্ত তিনবার যুদ্ধে জড়িয়েছে। সর্বশেষ উত্তেজনায় সীমান্তবর্তী এলাকার বাসিন্দারা এখনো আতঙ্কে দিন কাটাচ্ছেন। (16, 825, 200, 875)
article-headline: নির্বাচনে ভুল (658, 280, 739, 297)
article-paragraph: সমাবেশে জেলা আমির বলেন, ‘আগামী নির্বাচনে ইসলামী শক্তিগুলোর ঐক্যের বিকল্প নেই। বিভক্তির সুযোগ নিয়ে ফ্যাসিবাদ আবার ফিরে আসতে পারে।’ সভায় বিভিন্ন উপজেলার নেতারা অংশ নেন। (606, 454, 791, 517)
article-paragraph: ঘোষণা করেছে। কোম্পানি ৩টি হলো- গ্রামীণফোন, রবার্ট ইসলামী লাইফ ইন্স্যুরেন্স ও যমুনা ব্যাংক পিএলসি। ডিএসই সূত্রে এ তথ্য জানা গেছে। (409, 1121, 594, 1171)
continued-from-marker: তৃতীয় পৃষ্ঠার পর (667, 810, 730, 821)
article-paragraph: গত সপ্তাহে সূচকের ওঠানামায় ক্ষুদ্র বিনিয়োগকারীদের মধ্যে আতঙ্ক ছড়িয়ে পড়ে। তবে সপ্তাহ শেষে বাজার কিছুটা ঘুরে দাঁড়ায়। (803, 1490, 988, 1527)
article (606, 763, 790, 1183)
article (213, 664, 397, 940)
article-headline: বিচারের কোনো দৃশ্যমান অগ্রগতি খেয়াল (34, 67, 182, 103)
article-paragraph: বিশ্লেষকদের মতে, ব্যাংক খাতের সংস্কার ও সুদহারের স্থিতিশীলতা ফিরলে পুঁজিবাজারেও ইতিবাচক ধারা ফিরবে। তবে দৃশ্যমান শাস্তি না হলে আস্থার সংকট কাটবে না। (803, 1632, 988, 1682)
article (16, 1627, 200, 1754)
article-paragraph: পরিচালনা পর্ষদের সভায় ডিএসইর চেয়ারম্যান বলেন, ডিমিউচ্যুয়ালাইজেশন-পরবর্তী এক দশকে প্রযুক্তিগত সক্ষমতা বাড়লেও প্রত্যাশিত অগ্রগতি হয়নি। বাজারের গভীরতা বাড়াতে নতুন প্রোডাক্ট চালুর বিকল্প নেই। (606, 826, 791, 889)
article-continuation (213, 65, 397, 294)
date-block (1017, 15, 1180, 45)
